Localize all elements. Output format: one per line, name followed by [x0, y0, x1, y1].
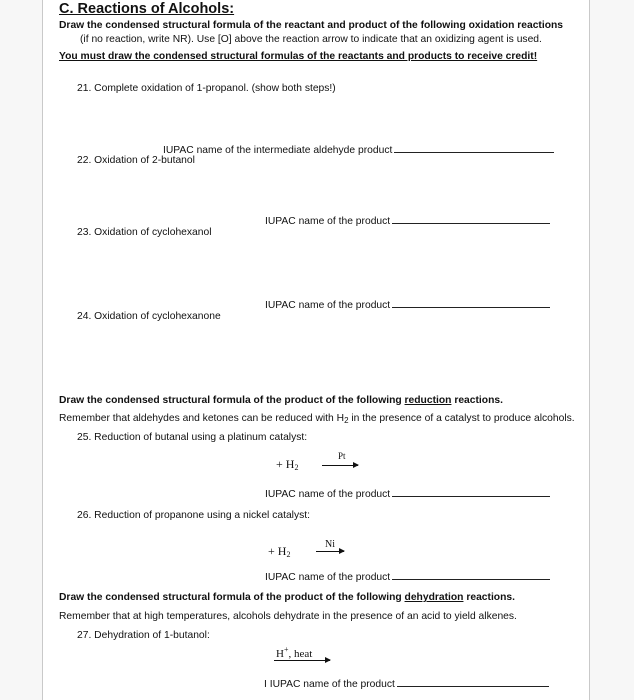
q21-answer-blank[interactable]: [394, 143, 554, 153]
dehydration-note: Remember that at high temperatures, alcohols dehydrate in the presence of an acid to yield alkenes.: [59, 611, 517, 622]
q27-catalyst: [276, 645, 312, 660]
q21-answer-label: IUPAC name of the intermediate aldehyde product: [163, 145, 393, 156]
q26-hydrogen-reagent: [268, 544, 290, 559]
q27-answer-label: I IUPAC name of the product: [264, 679, 395, 690]
q27-reaction-arrow: [274, 660, 330, 661]
q22-answer-line: [265, 214, 550, 227]
q25-reagent-text: + H: [276, 457, 295, 471]
q26-reagent-subscript: 2: [286, 550, 291, 559]
q26-answer-blank[interactable]: [392, 570, 550, 580]
q25-catalyst: Pt: [338, 451, 346, 461]
reduction-note: [59, 413, 575, 425]
q23-answer-blank[interactable]: [392, 298, 550, 308]
reduction-heading-text: Draw the condensed structural formula of the product of the following: [59, 395, 405, 406]
q26-catalyst: Ni: [325, 539, 335, 550]
q23-answer-label: IUPAC name of the product: [265, 300, 391, 311]
dehydration-heading-text: Draw the condensed structural formula of the product of the following: [59, 592, 405, 603]
q26-answer-line: [265, 570, 550, 583]
reduction-keyword: reduction: [404, 395, 452, 406]
q25-reagent-subscript: 2: [294, 463, 299, 472]
question-26: 26. Reduction of propanone using a nickel catalyst:: [77, 510, 310, 521]
q25-reaction-arrow: [322, 465, 358, 466]
reduction-note-subscript: 2: [344, 416, 349, 425]
q23-answer-line: [265, 298, 550, 311]
q26-reagent-text: + H: [268, 544, 287, 558]
reduction-note-end: in the presence of a catalyst to produce alcohols.: [348, 413, 575, 424]
q27-answer-line: [264, 677, 549, 690]
question-24: 24. Oxidation of cyclohexanone: [77, 311, 221, 322]
q22-answer-blank[interactable]: [392, 214, 550, 224]
section-title: C. Reactions of Alcohols:: [59, 1, 235, 17]
q27-catalyst-heat: , heat: [288, 648, 313, 660]
question-25: 25. Reduction of butanal using a platinum catalyst:: [77, 432, 308, 443]
q26-answer-label: IUPAC name of the product: [265, 572, 391, 583]
q27-catalyst-acid: H: [276, 648, 284, 660]
reduction-heading-end: reactions.: [451, 395, 503, 406]
q22-answer-label: IUPAC name of the product: [265, 216, 391, 227]
dehydration-keyword: dehydration: [404, 592, 464, 603]
question-23: 23. Oxidation of cyclohexanol: [77, 227, 212, 238]
oxidation-instructions: Draw the condensed structural formula of the reactant and product of the following oxidation reactions: [59, 20, 564, 31]
credit-warning: You must draw the condensed structural formulas of the reactants and products to receive credit!: [59, 51, 538, 62]
q27-catalyst-superscript: +: [283, 645, 289, 654]
q21-answer-line: [163, 143, 554, 156]
q25-answer-blank[interactable]: [392, 487, 550, 497]
reduction-note-text: Remember that aldehydes and ketones can be reduced with H: [59, 413, 345, 424]
q25-answer-line: [265, 487, 550, 500]
dehydration-heading-end: reactions.: [463, 592, 515, 603]
q26-reaction-arrow: [316, 551, 344, 552]
question-21: 21. Complete oxidation of 1-propanol. (show both steps!): [77, 83, 336, 94]
worksheet-page: [42, 0, 590, 700]
q25-answer-label: IUPAC name of the product: [265, 489, 391, 500]
q27-answer-blank[interactable]: [397, 677, 549, 687]
q25-hydrogen-reagent: [276, 457, 298, 472]
question-22: 22. Oxidation of 2-butanol: [77, 155, 195, 166]
question-27: 27. Dehydration of 1-butanol:: [77, 630, 210, 641]
reduction-heading: [59, 395, 503, 406]
oxidation-instructions-note: (if no reaction, write NR). Use [O] above the reaction arrow to indicate that an oxidizing agent is used.: [80, 34, 542, 45]
dehydration-heading: [59, 592, 515, 603]
